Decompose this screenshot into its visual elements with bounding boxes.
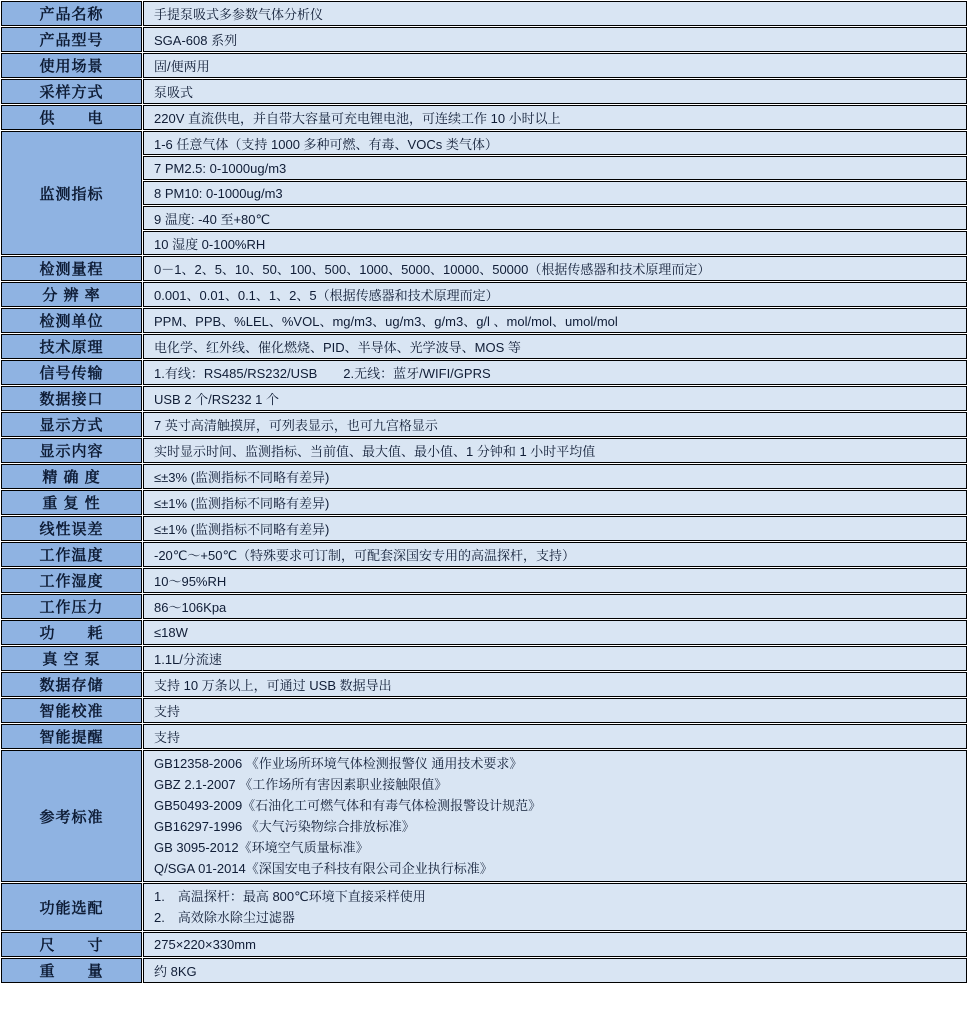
- spec-value-cell: 电化学、红外线、催化燃烧、PID、半导体、光学波导、MOS 等: [143, 334, 967, 359]
- spec-value-cell: 支持 10 万条以上，可通过 USB 数据导出: [143, 672, 967, 697]
- spec-row: [1, 594, 967, 619]
- spec-row: [1, 181, 967, 205]
- spec-value-line: GB 3095-2012《环境空气质量标准》: [154, 840, 369, 855]
- spec-value-cell: 泵吸式: [143, 79, 967, 104]
- spec-value-cell: ≤±3% (监测指标不同略有差异): [143, 464, 967, 489]
- spec-value-cell: USB 2 个/RS232 1 个: [143, 386, 967, 411]
- spec-label-12: 显示方式: [1, 412, 142, 437]
- spec-value-line: GB12358-2006 《作业场所环境气体检测报警仪 通用技术要求》: [154, 756, 523, 771]
- spec-label-0: 产品名称: [1, 1, 142, 26]
- spec-row: [1, 646, 967, 671]
- spec-label-8: 检测单位: [1, 308, 142, 333]
- spec-label-1: 产品型号: [1, 27, 142, 52]
- spec-value-cell: 固/便两用: [143, 53, 967, 78]
- spec-value-cell: 7 PM2.5: 0-1000ug/m3: [143, 156, 967, 180]
- spec-row: [1, 256, 967, 281]
- spec-label-26: 功能选配: [1, 883, 142, 931]
- spec-label-6: 检测量程: [1, 256, 142, 281]
- spec-value-line: GB50493-2009《石油化工可燃气体和有毒气体检测报警设计规范》: [154, 798, 542, 813]
- spec-value-cell: 1.有线：RS485/RS232/USB 2.无线：蓝牙/WIFI/GPRS: [143, 360, 967, 385]
- spec-value-cell: 手提泵吸式多参数气体分析仪: [143, 1, 967, 26]
- spec-label-9: 技术原理: [1, 334, 142, 359]
- spec-row: [1, 750, 967, 882]
- spec-value-cell: 支持: [143, 698, 967, 723]
- spec-label-20: 功 耗: [1, 620, 142, 645]
- spec-label-5: 监测指标: [1, 131, 142, 255]
- spec-row: [1, 386, 967, 411]
- spec-value-cell: 10 湿度 0-100%RH: [143, 231, 967, 255]
- spec-value-cell: ≤±1% (监测指标不同略有差异): [143, 516, 967, 541]
- spec-value-line: Q/SGA 01-2014《深国安电子科技有限公司企业执行标准》: [154, 861, 493, 876]
- spec-value-cell: 7 英寸高清触摸屏，可列表显示，也可九宫格显示: [143, 412, 967, 437]
- spec-row: [1, 932, 967, 957]
- spec-row: [1, 542, 967, 567]
- spec-row: [1, 105, 967, 130]
- spec-label-14: 精 确 度: [1, 464, 142, 489]
- spec-row: [1, 724, 967, 749]
- spec-label-2: 使用场景: [1, 53, 142, 78]
- spec-row: [1, 568, 967, 593]
- spec-value-cell: 支持: [143, 724, 967, 749]
- spec-row: [1, 206, 967, 230]
- spec-value-cell: [143, 883, 967, 931]
- spec-value-cell: 0.001、0.01、0.1、1、2、5（根据传感器和技术原理而定）: [143, 282, 967, 307]
- spec-label-11: 数据接口: [1, 386, 142, 411]
- spec-value-cell: 约 8KG: [143, 958, 967, 983]
- spec-label-21: 真 空 泵: [1, 646, 142, 671]
- spec-row: [1, 490, 967, 515]
- spec-value-line: GBZ 2.1-2007 《工作场所有害因素职业接触限值》: [154, 777, 448, 792]
- spec-row: [1, 308, 967, 333]
- spec-value-line: 2. 高效除水除尘过滤器: [154, 910, 295, 925]
- spec-row: [1, 464, 967, 489]
- spec-row: [1, 1, 967, 26]
- spec-value-cell: ≤±1% (监测指标不同略有差异): [143, 490, 967, 515]
- spec-row: [1, 334, 967, 359]
- spec-label-17: 工作温度: [1, 542, 142, 567]
- spec-value-cell: 220V 直流供电，并自带大容量可充电锂电池，可连续工作 10 小时以上: [143, 105, 967, 130]
- spec-value-cell: 实时显示时间、监测指标、当前值、最大值、最小值、1 分钟和 1 小时平均值: [143, 438, 967, 463]
- spec-label-19: 工作压力: [1, 594, 142, 619]
- spec-value-cell: 10～95%RH: [143, 568, 967, 593]
- spec-label-25: 参考标准: [1, 750, 142, 882]
- spec-label-10: 信号传输: [1, 360, 142, 385]
- spec-value-cell: PPM、PPB、%LEL、%VOL、mg/m3、ug/m3、g/m3、g/l 、mol/mol、umol/mol: [143, 308, 967, 333]
- spec-row: [1, 698, 967, 723]
- spec-row: [1, 412, 967, 437]
- spec-value-cell: SGA-608 系列: [143, 27, 967, 52]
- spec-label-16: 线性误差: [1, 516, 142, 541]
- spec-label-23: 智能校准: [1, 698, 142, 723]
- spec-row: [1, 883, 967, 931]
- spec-row: [1, 79, 967, 104]
- spec-label-27: 尺 寸: [1, 932, 142, 957]
- spec-value-cell: ≤18W: [143, 620, 967, 645]
- spec-label-28: 重 量: [1, 958, 142, 983]
- spec-row: [1, 27, 967, 52]
- spec-label-15: 重 复 性: [1, 490, 142, 515]
- spec-row: [1, 672, 967, 697]
- spec-row: [1, 53, 967, 78]
- spec-row: [1, 282, 967, 307]
- spec-row: [1, 438, 967, 463]
- spec-label-18: 工作湿度: [1, 568, 142, 593]
- spec-value-cell: 1-6 任意气体（支持 1000 多种可燃、有毒、VOCs 类气体）: [143, 131, 967, 155]
- spec-row: [1, 958, 967, 983]
- spec-value-line: GB16297-1996 《大气污染物综合排放标准》: [154, 819, 415, 834]
- spec-label-13: 显示内容: [1, 438, 142, 463]
- spec-value-cell: 8 PM10: 0-1000ug/m3: [143, 181, 967, 205]
- spec-row: [1, 620, 967, 645]
- spec-value-cell: 86～106Kpa: [143, 594, 967, 619]
- spec-value-cell: 275×220×330mm: [143, 932, 967, 957]
- spec-row: [1, 131, 967, 155]
- spec-value-line: 1. 高温探杆：最高 800℃环境下直接采样使用: [154, 889, 426, 904]
- spec-label-3: 采样方式: [1, 79, 142, 104]
- spec-value-cell: [143, 750, 967, 882]
- spec-table-body: [1, 1, 967, 983]
- spec-label-7: 分 辨 率: [1, 282, 142, 307]
- spec-value-cell: 0－1、2、5、10、50、100、500、1000、5000、10000、50000（根据传感器和技术原理而定）: [143, 256, 967, 281]
- spec-value-cell: -20℃～+50℃（特殊要求可订制，可配套深国安专用的高温探杆，支持）: [143, 542, 967, 567]
- spec-value-cell: 1.1L/分流速: [143, 646, 967, 671]
- spec-label-4: 供 电: [1, 105, 142, 130]
- spec-row: [1, 516, 967, 541]
- spec-row: [1, 231, 967, 255]
- spec-row: [1, 156, 967, 180]
- spec-value-cell: 9 温度: -40 至+80℃: [143, 206, 967, 230]
- spec-label-24: 智能提醒: [1, 724, 142, 749]
- spec-label-22: 数据存储: [1, 672, 142, 697]
- spec-row: [1, 360, 967, 385]
